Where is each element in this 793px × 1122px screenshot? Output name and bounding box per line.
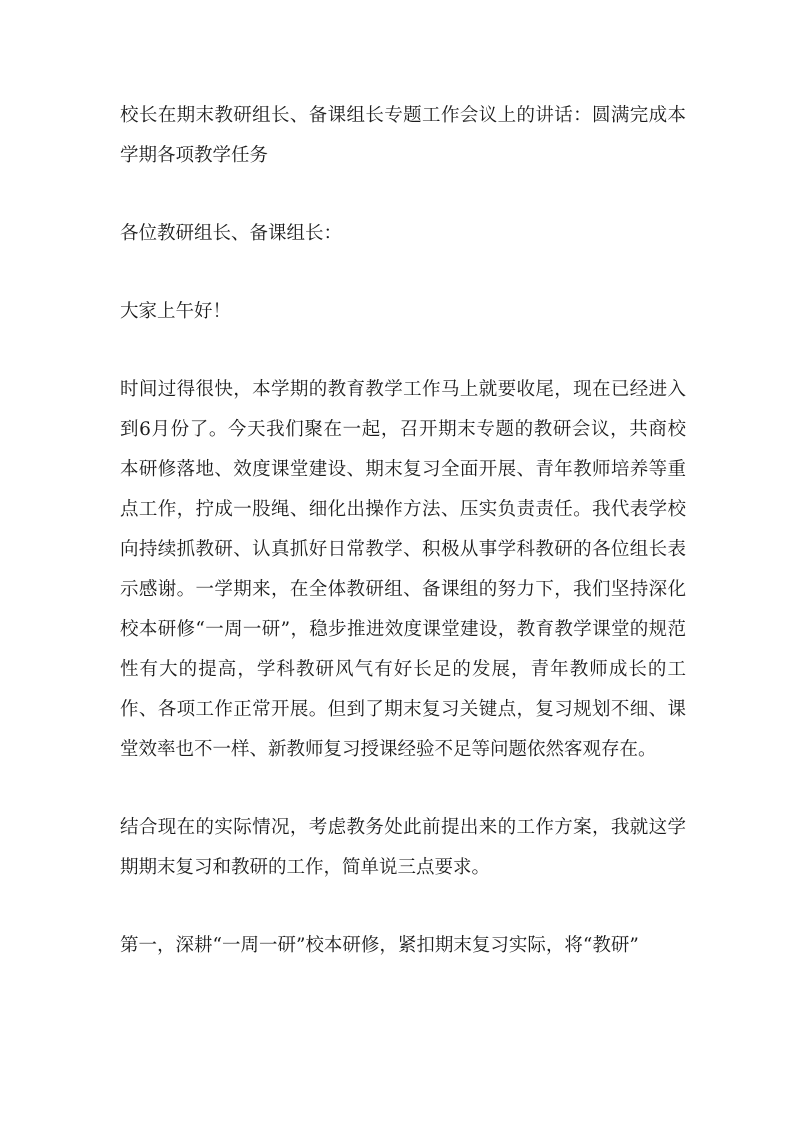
greeting: 大家上午好！ <box>120 301 232 322</box>
salutation: 各位教研组长、备课组长： <box>120 223 343 244</box>
document-title: 校长在期末教研组长、备课组长专题工作会议上的讲话：圆满完成本学期各项教学任务 <box>120 105 686 166</box>
body-paragraph: 第一，深耕“一周一研”校本研修，紧扣期末复习实际，将“教研” <box>120 935 639 956</box>
document-body <box>120 96 686 966</box>
body-paragraph: 时间过得很快，本学期的教育教学工作马上就要收尾，现在已经进入到6月份了。今天我们聚在一起，召开期末专题的教研会议，共商校本研修落地、效度课堂建设、期末复习全面开展、青年教师培养等重点工作，拧成一股绳、细化出操作方法、压实负责责任。我代表学校向持续抓教研、认真抓好日常教学、积极从事学科教研的各位组长表示感谢。一学期来，在全体教研组、备课组的努力下，我们坚持深化校本研修“一周一研”，稳步推进效度课堂建设，教育教学课堂的规范性有大的提高，学科教研风气有好长足的发展，青年教师成长的工作、各项工作正常开展。但到了期末复习关键点，复习规划不细、课堂效率也不一样、新教师复习授课经验不足等问题依然客观存在。 <box>120 379 686 760</box>
body-paragraph: 结合现在的实际情况，考虑教务处此前提出来的工作方案，我就这学期期末复习和教研的工作，简单说三点要求。 <box>120 817 686 878</box>
